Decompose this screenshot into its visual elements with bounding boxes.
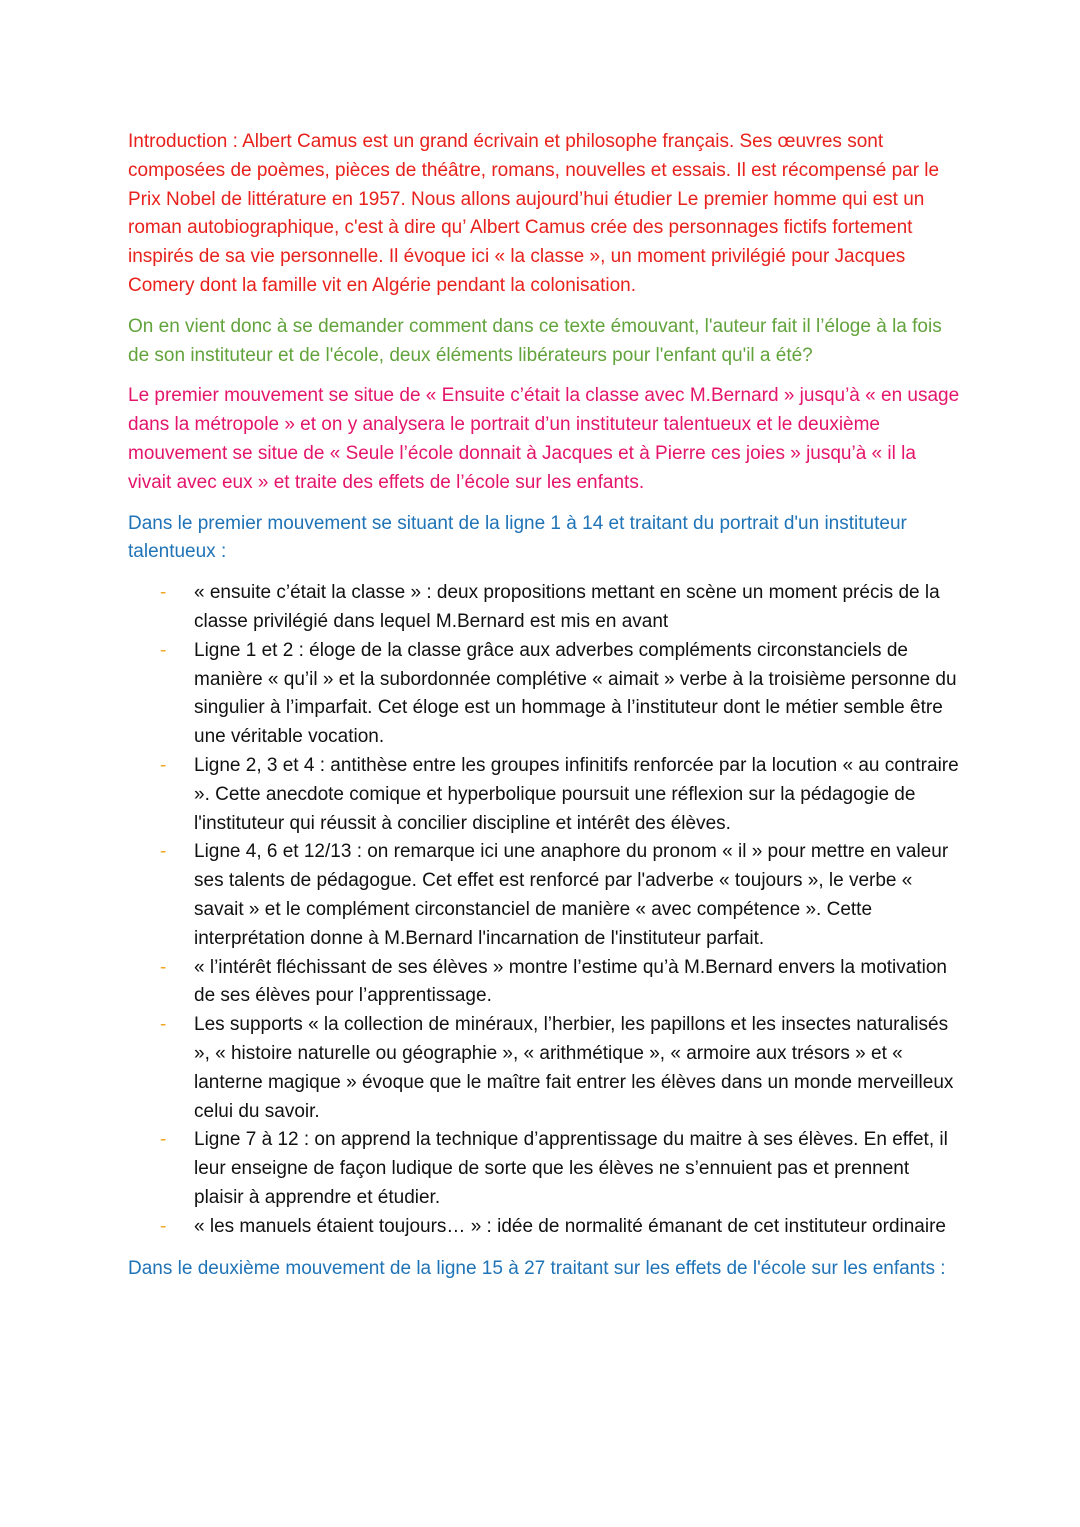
- list-item: [128, 954, 960, 1012]
- second-movement-heading: Dans le deuxième mouvement de la ligne 15 à 27 traitant sur les effets de l'école sur les enfants :: [128, 1258, 946, 1280]
- first-movement-heading: Dans le premier mouvement se situant de la ligne 1 à 14 et traitant du portrait d'un instituteur talentueux :: [128, 512, 907, 563]
- list-item-text: Ligne 2, 3 et 4 : antithèse entre les groupes infinitifs renforcée par la locution « au contraire ». Cette anecdote comique et hyperbolique poursuit une réflexion sur la pédagogie de l'instituteur qui réussit à concilier discipline et intérêt des élèves.: [194, 754, 959, 834]
- list-item: [128, 838, 960, 953]
- list-item: [128, 752, 960, 838]
- bullet-dash: -: [160, 841, 167, 863]
- list-item: [128, 637, 960, 752]
- bullet-dash: -: [160, 582, 167, 604]
- list-item-text: « l’intérêt fléchissant de ses élèves » montre l’estime qu’à M.Bernard envers la motivation de ses élèves pour l’apprentissage.: [194, 956, 947, 1007]
- list-item-text: Ligne 4, 6 et 12/13 : on remarque ici une anaphore du pronom « il » pour mettre en valeur ses talents de pédagogue. Cet effet est renforcé par l'adverbe « toujours », le verbe « savait » et le complément circonstanciel de manière « avec compétence ». Cette interprétation donne à M.Bernard l'incarnation de l'instituteur parfait.: [194, 841, 949, 949]
- list-item-text: « ensuite c’était la classe » : deux propositions mettant en scène un moment précis de la classe privilégié dans lequel M.Bernard est mis en avant: [194, 582, 940, 632]
- bullet-dash: -: [160, 754, 167, 776]
- list-item-text: « les manuels étaient toujours… » : idée de normalité émanant de cet instituteur ordinaire: [194, 1215, 946, 1237]
- introduction-paragraph: Introduction : Albert Camus est un grand écrivain et philosophe français. Ses œuvres sont composées de poèmes, pièces de théâtre, romans, nouvelles et essais. Il est récompensé par le Prix Nobel de littérature en 1957. Nous allons aujourd’hui étudier Le premier homme qui est un roman autobiographique, c'est à dire qu’ Albert Camus crée des personnages fictifs fortement inspirés de sa vie personnelle. Il évoque ici « la classe », un moment privilégié pour Jacques Comery dont la famille vit en Algérie pendant la colonisation.: [128, 131, 940, 296]
- plan-paragraph: Le premier mouvement se situe de « Ensuite c’était la classe avec M.Bernard » jusqu’à « en usage dans la métropole » et on y analysera le portrait d’un instituteur talentueux et le deuxième mouvement se situe de « Seule l’école donnait à Jacques et à Pierre ces joies » jusqu’à « il la vivait avec eux » et traite des effets de l’école sur les enfants.: [128, 385, 960, 493]
- list-item: [128, 1213, 960, 1242]
- bullet-dash: -: [160, 1129, 167, 1151]
- list-item-text: Ligne 1 et 2 : éloge de la classe grâce aux adverbes compléments circonstanciels de manière « qu’il » et la subordonnée complétive « aimait » verbe à la troisième personne du singulier à l’imparfait. Cet éloge est un hommage à l’instituteur dont le métier semble être une véritable vocation.: [194, 639, 957, 748]
- bullet-dash: -: [160, 639, 167, 661]
- bullet-dash: -: [160, 956, 167, 978]
- analysis-bullet-list: [128, 579, 960, 1241]
- list-item: [128, 1126, 960, 1212]
- bullet-dash: -: [160, 1215, 167, 1237]
- list-item-text: Ligne 7 à 12 : on apprend la technique d’apprentissage du maitre à ses élèves. En effet, il leur enseigne de façon ludique de sorte que les élèves ne s’ennuient pas et prennent plaisir à apprendre et étudier.: [194, 1129, 948, 1208]
- list-item: [128, 579, 960, 637]
- list-item-text: Les supports « la collection de minéraux, l’herbier, les papillons et les insectes naturalisés », « histoire naturelle ou géographie », « arithmétique », « armoire aux trésors » et « lanterne magique » évoque que le maître fait entrer les élèves dans un monde merveilleux celui du savoir.: [194, 1014, 954, 1122]
- list-item: [128, 1011, 960, 1126]
- bullet-dash: -: [160, 1014, 167, 1036]
- problematique-paragraph: On en vient donc à se demander comment dans ce texte émouvant, l'auteur fait il l’éloge à la fois de son instituteur et de l'école, deux éléments libérateurs pour l'enfant qu'il a été?: [128, 315, 942, 366]
